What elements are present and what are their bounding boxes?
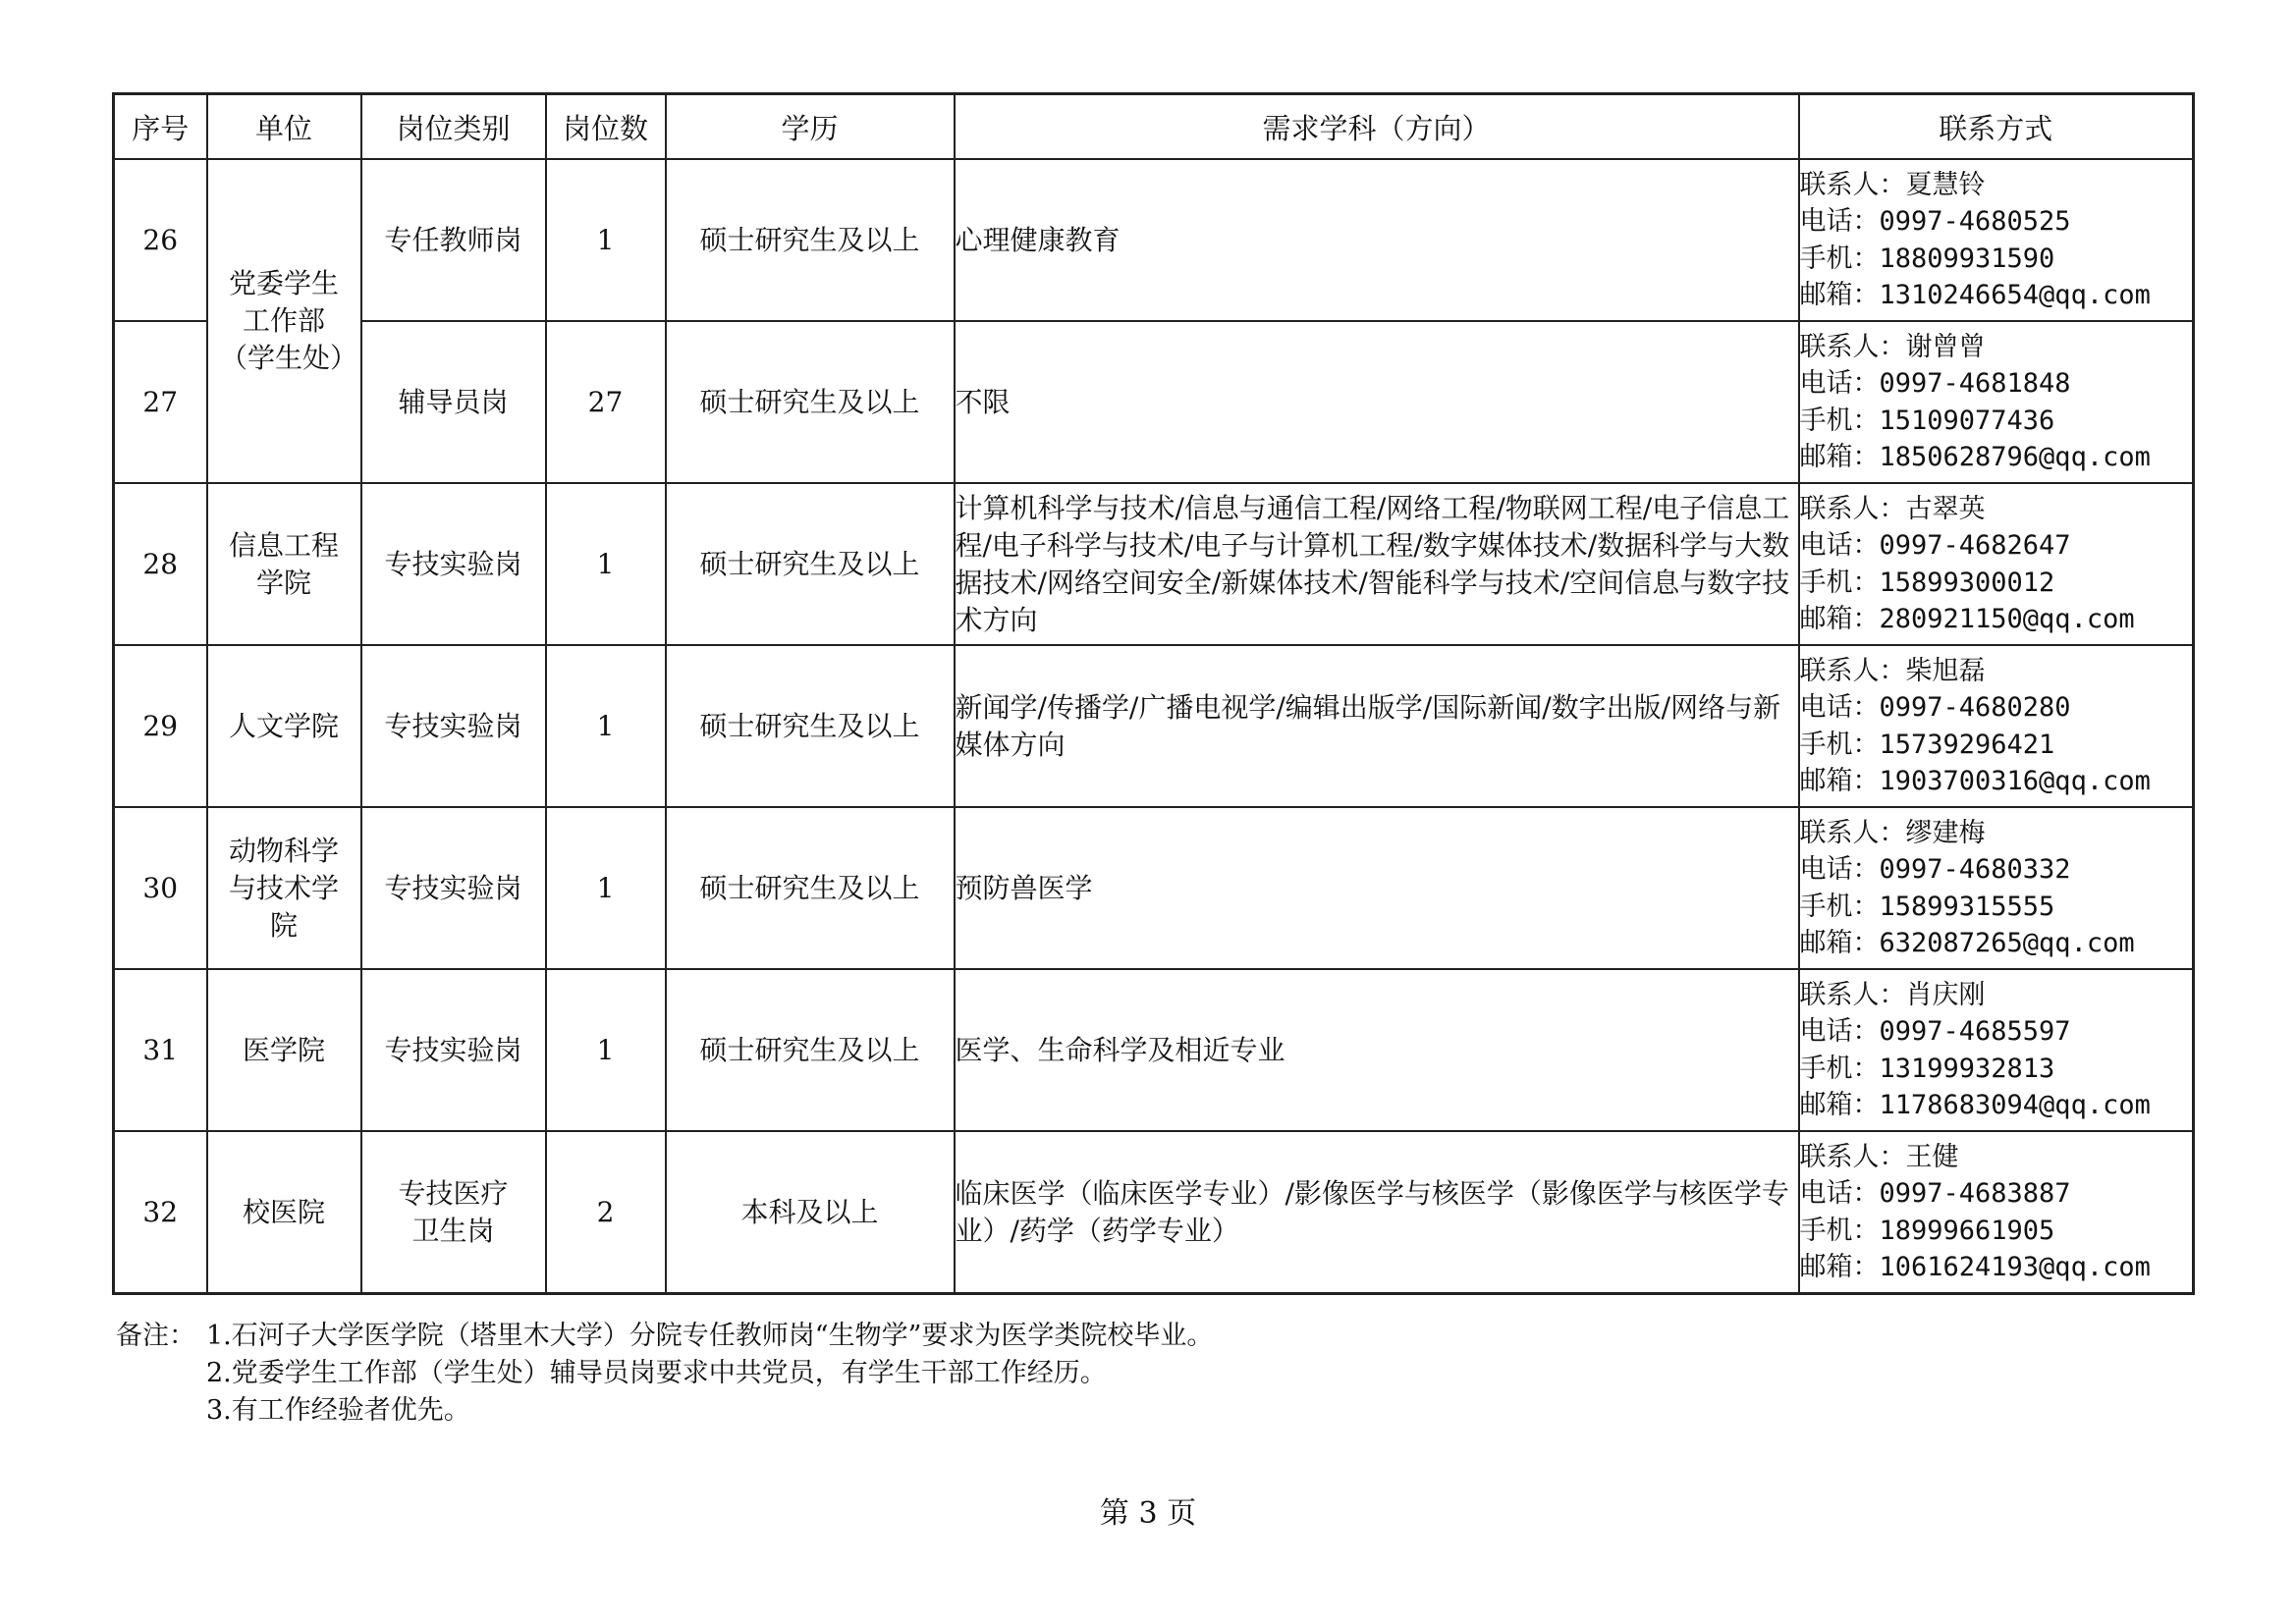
cell-no: 27 — [114, 321, 207, 483]
cell-no: 28 — [114, 483, 207, 645]
cell-category: 专技医疗卫生岗 — [361, 1131, 546, 1294]
note-item: 3.有工作经验者优先。 — [206, 1395, 470, 1426]
cell-count: 27 — [546, 321, 666, 483]
cell-category: 专任教师岗 — [361, 159, 546, 321]
note-item: 1.石河子大学医学院（塔里木大学）分院专任教师岗“生物学”要求为医学类院校毕业。 — [206, 1321, 1214, 1351]
contact-mobile: 手机：15109077436 — [1799, 405, 2055, 436]
cell-contact — [1799, 969, 2194, 1131]
contact-email: 邮箱：632087265@qq.com — [1799, 928, 2135, 958]
cell-no: 26 — [114, 159, 207, 321]
cell-education: 硕士研究生及以上 — [666, 645, 955, 807]
cell-category: 辅导员岗 — [361, 321, 546, 483]
contact-person: 联系人：王健 — [1799, 1141, 1959, 1172]
cell-contact — [1799, 1131, 2194, 1294]
contact-phone: 电话：0997-4682647 — [1799, 530, 2071, 561]
contact-mobile: 手机：15899300012 — [1799, 567, 2055, 598]
contact-person: 联系人：谢曾曾 — [1799, 331, 1986, 362]
cell-education: 硕士研究生及以上 — [666, 969, 955, 1131]
contact-email: 邮箱：1850628796@qq.com — [1799, 442, 2151, 472]
cell-discipline: 新闻学/传播学/广播电视学/编辑出版学/国际新闻/数字出版/网络与新媒体方向 — [955, 645, 1799, 807]
cell-count: 1 — [546, 483, 666, 645]
cell-education: 硕士研究生及以上 — [666, 159, 955, 321]
contact-phone: 电话：0997-4680525 — [1799, 206, 2071, 237]
cell-count: 1 — [546, 159, 666, 321]
cell-contact — [1799, 483, 2194, 645]
recruitment-table — [112, 92, 2195, 1295]
contact-phone: 电话：0997-4685597 — [1799, 1016, 2071, 1047]
table-row — [114, 321, 2194, 483]
cell-count: 1 — [546, 969, 666, 1131]
cell-discipline: 预防兽医学 — [955, 807, 1799, 969]
contact-mobile: 手机：18809931590 — [1799, 243, 2055, 274]
cell-category: 专技实验岗 — [361, 483, 546, 645]
contact-person: 联系人：缪建梅 — [1799, 817, 1986, 848]
cell-discipline: 心理健康教育 — [955, 159, 1799, 321]
header-category: 岗位类别 — [361, 94, 546, 160]
header-no: 序号 — [114, 94, 207, 160]
cell-discipline: 临床医学（临床医学专业）/影像医学与核医学（影像医学与核医学专业）/药学（药学专业） — [955, 1131, 1799, 1294]
cell-count: 1 — [546, 645, 666, 807]
cell-education: 硕士研究生及以上 — [666, 807, 955, 969]
page-number: 第 3 页 — [1099, 1496, 1197, 1531]
contact-person: 联系人：古翠英 — [1799, 493, 1986, 524]
contact-email: 邮箱：280921150@qq.com — [1799, 604, 2135, 634]
cell-unit: 人文学院 — [207, 645, 361, 807]
cell-no: 32 — [114, 1131, 207, 1294]
table-row — [114, 483, 2194, 645]
cell-unit: 动物科学与技术学院 — [207, 807, 361, 969]
contact-person: 联系人：肖庆刚 — [1799, 979, 1986, 1010]
cell-category: 专技实验岗 — [361, 969, 546, 1131]
contact-email: 邮箱：1061624193@qq.com — [1799, 1252, 2151, 1282]
cell-count: 2 — [546, 1131, 666, 1294]
contact-person: 联系人：柴旭磊 — [1799, 655, 1986, 686]
cell-no: 31 — [114, 969, 207, 1131]
notes-section — [116, 1318, 1213, 1430]
contact-phone: 电话：0997-4683887 — [1799, 1178, 2071, 1209]
cell-contact — [1799, 159, 2194, 321]
cell-no: 29 — [114, 645, 207, 807]
cell-discipline: 计算机科学与技术/信息与通信工程/网络工程/物联网工程/电子信息工程/电子科学与技术/电子与计算机工程/数字媒体技术/数据科学与大数据技术/网络空间安全/新媒体技术/智能科学与技术/空间信息与数字技术方向 — [955, 483, 1799, 645]
cell-contact — [1799, 807, 2194, 969]
cell-unit: 医学院 — [207, 969, 361, 1131]
notes-label: 备注： — [116, 1321, 195, 1351]
contact-phone: 电话：0997-4680280 — [1799, 692, 2071, 723]
header-count: 岗位数 — [546, 94, 666, 160]
table-row — [114, 807, 2194, 969]
contact-mobile: 手机：18999661905 — [1799, 1215, 2055, 1246]
cell-unit: 党委学生工作部（学生处） — [207, 159, 361, 483]
cell-education: 硕士研究生及以上 — [666, 321, 955, 483]
cell-education: 本科及以上 — [666, 1131, 955, 1294]
note-item: 2.党委学生工作部（学生处）辅导员岗要求中共党员，有学生干部工作经历。 — [206, 1358, 1107, 1388]
contact-phone: 电话：0997-4681848 — [1799, 368, 2071, 399]
cell-count: 1 — [546, 807, 666, 969]
contact-person: 联系人：夏慧铃 — [1799, 169, 1986, 200]
cell-contact — [1799, 321, 2194, 483]
cell-unit: 信息工程学院 — [207, 483, 361, 645]
table-header-row — [114, 94, 2194, 160]
cell-unit: 校医院 — [207, 1131, 361, 1294]
contact-mobile: 手机：15739296421 — [1799, 729, 2055, 760]
contact-email: 邮箱：1178683094@qq.com — [1799, 1090, 2151, 1120]
cell-category: 专技实验岗 — [361, 807, 546, 969]
contact-email: 邮箱：1310246654@qq.com — [1799, 280, 2151, 310]
header-education: 学历 — [666, 94, 955, 160]
cell-education: 硕士研究生及以上 — [666, 483, 955, 645]
header-contact: 联系方式 — [1799, 94, 2194, 160]
contact-phone: 电话：0997-4680332 — [1799, 854, 2071, 885]
cell-contact — [1799, 645, 2194, 807]
contact-email: 邮箱：1903700316@qq.com — [1799, 766, 2151, 796]
cell-discipline: 医学、生命科学及相近专业 — [955, 969, 1799, 1131]
header-unit: 单位 — [207, 94, 361, 160]
table-row — [114, 1131, 2194, 1294]
cell-no: 30 — [114, 807, 207, 969]
contact-mobile: 手机：15899315555 — [1799, 891, 2055, 922]
table-row — [114, 159, 2194, 321]
cell-category: 专技实验岗 — [361, 645, 546, 807]
table-row — [114, 969, 2194, 1131]
table-row — [114, 645, 2194, 807]
cell-discipline: 不限 — [955, 321, 1799, 483]
contact-mobile: 手机：13199932813 — [1799, 1053, 2055, 1084]
header-discipline: 需求学科（方向） — [955, 94, 1799, 160]
